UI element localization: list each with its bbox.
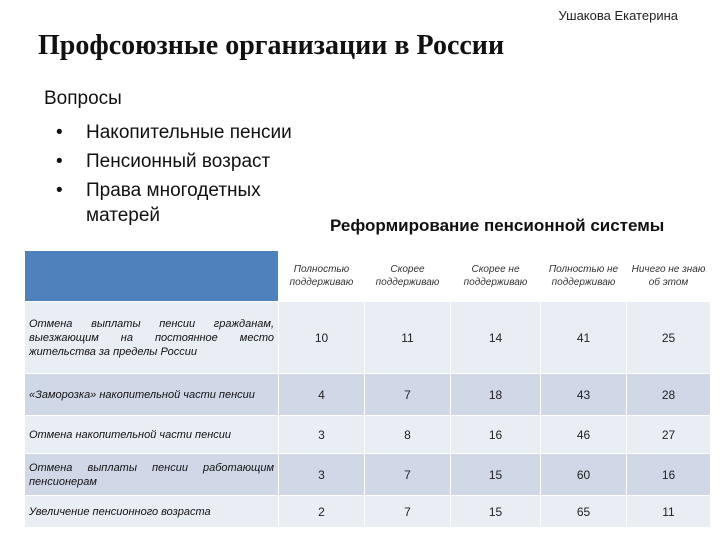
- slide-title: Профсоюзные организации в России: [38, 30, 505, 61]
- question-text: Накопительные пенсии: [86, 122, 292, 143]
- question-item: [56, 149, 336, 174]
- table-title: Реформирование пенсионной системы: [330, 216, 665, 235]
- cell-value: 7: [365, 374, 451, 416]
- column-header: Полностью поддерживаю: [279, 251, 365, 302]
- cell-value: 16: [627, 454, 711, 496]
- question-text: Права многодетных матерей: [86, 180, 261, 226]
- cell-value: 41: [541, 302, 627, 374]
- column-header: Скорее поддерживаю: [365, 251, 451, 302]
- table-corner-cell: [25, 251, 279, 302]
- question-item: [56, 178, 336, 228]
- cell-value: 3: [279, 416, 365, 454]
- cell-value: 11: [627, 496, 711, 528]
- cell-value: 14: [451, 302, 541, 374]
- cell-value: 28: [627, 374, 711, 416]
- table-row: [25, 496, 711, 528]
- author-name: Ушакова Екатерина: [558, 8, 678, 23]
- table-row: [25, 374, 711, 416]
- row-label: Отмена накопительной части пенсии: [25, 416, 279, 454]
- cell-value: 8: [365, 416, 451, 454]
- column-header: Полностью не поддерживаю: [541, 251, 627, 302]
- cell-value: 11: [365, 302, 451, 374]
- survey-table: [24, 250, 711, 528]
- table-row: [25, 416, 711, 454]
- cell-value: 15: [451, 454, 541, 496]
- table-row: [25, 454, 711, 496]
- cell-value: 15: [451, 496, 541, 528]
- cell-value: 46: [541, 416, 627, 454]
- row-label: Отмена выплаты пенсии работающим пенсионерам: [25, 454, 279, 496]
- cell-value: 43: [541, 374, 627, 416]
- cell-value: 10: [279, 302, 365, 374]
- bullet-icon: •: [56, 180, 63, 201]
- questions-heading: Вопросы: [44, 88, 122, 109]
- bullet-icon: •: [56, 151, 63, 172]
- cell-value: 65: [541, 496, 627, 528]
- table-row: [25, 302, 711, 374]
- question-text: Пенсионный возраст: [86, 151, 271, 172]
- questions-list: [56, 120, 336, 232]
- cell-value: 16: [451, 416, 541, 454]
- row-label: Отмена выплаты пенсии гражданам, выезжающим на постоянное место жительства за пределы России: [25, 302, 279, 374]
- table-header-row: [25, 251, 711, 302]
- cell-value: 7: [365, 454, 451, 496]
- cell-value: 2: [279, 496, 365, 528]
- cell-value: 4: [279, 374, 365, 416]
- cell-value: 7: [365, 496, 451, 528]
- cell-value: 3: [279, 454, 365, 496]
- row-label: Увеличение пенсионного возраста: [25, 496, 279, 528]
- cell-value: 60: [541, 454, 627, 496]
- column-header: Скорее не поддерживаю: [451, 251, 541, 302]
- column-header: Ничего не знаю об этом: [627, 251, 711, 302]
- cell-value: 18: [451, 374, 541, 416]
- cell-value: 27: [627, 416, 711, 454]
- bullet-icon: •: [56, 122, 63, 143]
- cell-value: 25: [627, 302, 711, 374]
- row-label: «Заморозка» накопительной части пенсии: [25, 374, 279, 416]
- question-item: [56, 120, 336, 145]
